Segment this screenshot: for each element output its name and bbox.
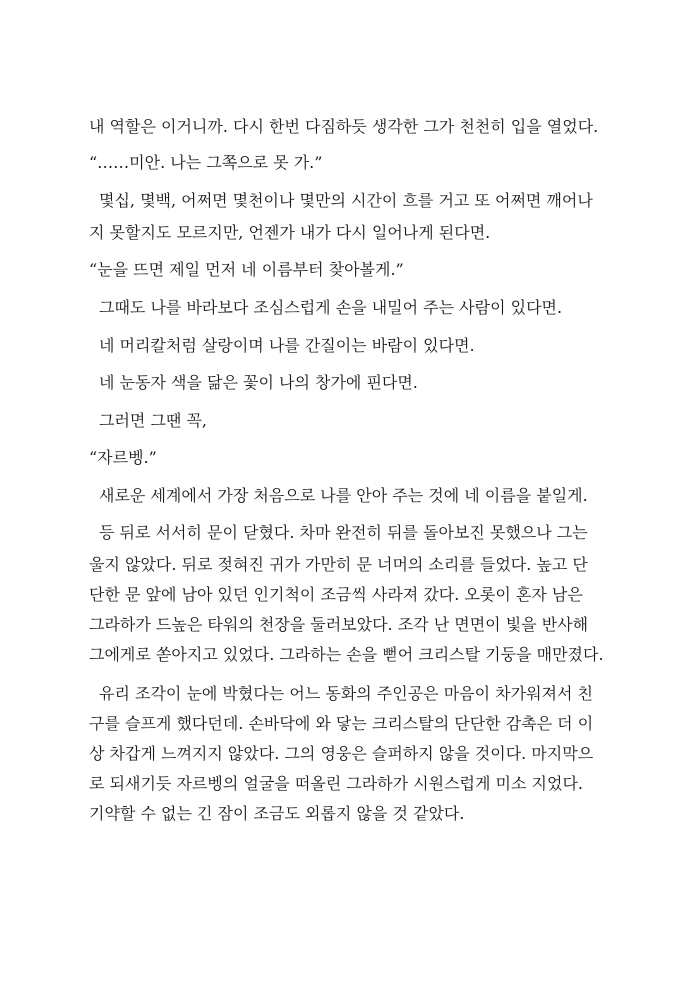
text-line: 네 머리칼처럼 살랑이며 나를 간질이는 바람이 있다면. — [99, 336, 475, 355]
text-line: 그때도 나를 바라보다 조심스럽게 손을 내밀어 주는 사람이 있다면. — [99, 298, 563, 317]
text-line: 그라하가 드높은 타워의 천장을 둘러보았다. 조각 난 면면이 빛을 반사해 — [89, 615, 589, 634]
text-line: 유리 조각이 눈에 박혔다는 어느 동화의 주인공은 마음이 차가워져서 친 — [99, 684, 593, 703]
dialogue-line: “……미안. 나는 그쪽으로 못 가.” — [89, 153, 323, 172]
text-line: 몇십, 몇백, 어쩌면 몇천이나 몇만의 시간이 흐를 거고 또 어쩌면 깨어나 — [99, 191, 593, 210]
text-line: 그에게로 쏟아지고 있었다. 그라하는 손을 뻗어 크리스탈 기둥을 매만졌다. — [89, 645, 604, 664]
text-line: 지 못할지도 모르지만, 언젠가 내가 다시 일어나게 된다면. — [89, 223, 491, 242]
text-line: 등 뒤로 서서히 문이 닫혔다. 차마 완전히 뒤를 돌아보진 못했으나 그는 — [99, 523, 588, 542]
text-line: 상 차갑게 느껴지지 않았다. 그의 영웅은 슬퍼하지 않을 것이다. 마지막으 — [89, 744, 594, 763]
text-line: 그러면 그땐 꼭, — [99, 411, 207, 430]
text-line: 구를 슬프게 했다던데. 손바닥에 와 닿는 크리스탈의 단단한 감촉은 더 이 — [89, 714, 594, 733]
text-line: 네 눈동자 색을 닮은 꽃이 나의 창가에 핀다면. — [99, 373, 418, 392]
text-line: 단한 문 앞에 남아 있던 인기척이 조금씩 사라져 갔다. 오롯이 혼자 남은 — [89, 585, 583, 604]
dialogue-line: “눈을 뜨면 제일 먼저 네 이름부터 찾아볼게.” — [89, 260, 404, 279]
dialogue-line: “자르벵.” — [89, 448, 157, 467]
text-line: 울지 않았다. 뒤로 젖혀진 귀가 가만히 문 너머의 소리를 들었다. 높고 단 — [89, 555, 588, 574]
text-line: 기약할 수 없는 긴 잠이 조금도 외롭지 않을 것 같았다. — [89, 804, 465, 823]
text-line: 새로운 세계에서 가장 처음으로 나를 안아 주는 것에 네 이름을 붙일게. — [99, 486, 588, 505]
text-line: 내 역할은 이거니까. 다시 한번 다짐하듯 생각한 그가 천천히 입을 열었다. — [89, 117, 599, 136]
text-line: 로 되새기듯 자르벵의 얼굴을 떠올린 그라하가 시원스럽게 미소 지었다. — [89, 774, 583, 793]
